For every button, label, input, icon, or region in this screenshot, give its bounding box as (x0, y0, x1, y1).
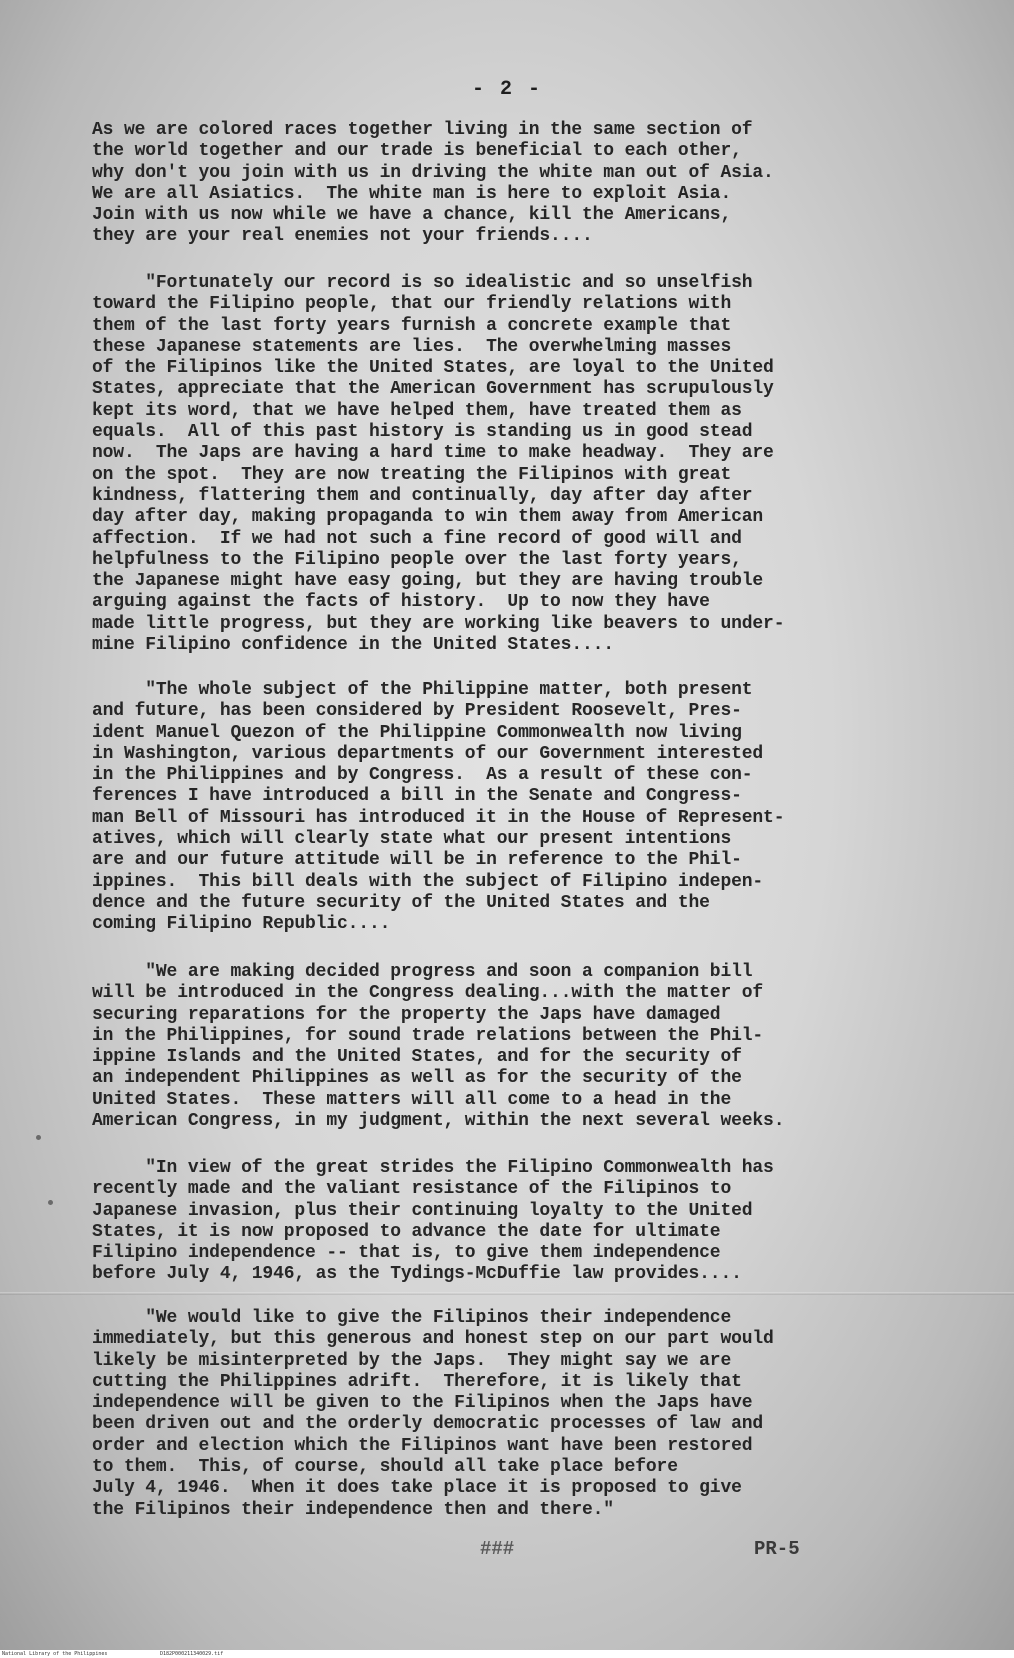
paragraph-3: "The whole subject of the Philippine matter, both present and future, has been considered by President Roosevelt, Pres- ident Manuel Quezon of the Philippine Commonwealth now living in Washington, various departments of our Government interested in the Philippines and by Congress. As a result of these con- ferences I have introduced a bill in the Senate and Congress- man Bell of Missouri has introduced it in the House of Represent- atives, which will clearly state what our present intentions are and our future attitude will be in reference to the Phil- ippines. This bill deals with the subject of Filipino indepen- dence and the future security of the United States and the coming Filipino Republic.... (92, 680, 785, 935)
margin-mark (48, 1200, 53, 1205)
end-mark: ### (480, 1538, 515, 1560)
paragraph-2: "Fortunately our record is so idealistic and so unselfish toward the Filipino people, that our friendly relations with them of the last forty years furnish a concrete example that these Japanese statements are lies. The overwhelming masses of the Filipinos like the United States, are loyal to the United States, appreciate that the American Government has scrupulously kept its word, that we have helped them, have treated them as equals. All of this past history is standing us in good stead now. The Japs are having a hard time to make headway. They are on the spot. They are now treating the Filipinos with great kindness, flattering them and continually, day after day after day after day, making propaganda to win them away from American affection. If we had not such a fine record of good will and helpfulness to the Filipino people over the last forty years, the Japanese might have easy going, but they are having trouble arguing against the facts of history. Up to now they have made little progress, but they are working like beavers to under- mine Filipino confidence in the United States.... (92, 273, 785, 656)
page-number: - 2 - (471, 78, 542, 101)
footer-file-id: D182P000211340029.tif (160, 1651, 224, 1657)
paragraph-6: "We would like to give the Filipinos their independence immediately, but this generous and honest step on our part would likely be misinterpreted by the Japs. They might say we are cutting the Philippines adrift. Therefore, it is likely that independence will be given to the Filipinos when the Japs have been driven out and the orderly democratic processes of law and order and election which the Filipinos want have been restored to them. This, of course, should all take place before July 4, 1946. When it does take place it is proposed to give the Filipinos their independence then and there." (92, 1308, 774, 1520)
margin-mark (36, 1135, 41, 1140)
paragraph-1: As we are colored races together living in the same section of the world together and our trade is beneficial to each other, why don't you join with us in driving the white man out of Asia. We are all Asiatics. The white man is here to exploit Asia. Join with us now while we have a chance, kill the Americans, they are your real enemies not your friends.... (92, 120, 774, 247)
paper-fold-line (0, 1292, 1014, 1295)
scan-footer (0, 1650, 1014, 1658)
paragraph-4: "We are making decided progress and soon a companion bill will be introduced in the Congress dealing...with the matter of securing reparations for the property the Japs have damaged in the Philippines, for sound trade relations between the Phil- ippine Islands and the United States, and for the security of an independent Philippines as well as for the security of the United States. These matters will all come to a head in the American Congress, in my judgment, within the next several weeks. (92, 962, 785, 1132)
footer-institution: National Library of the Philippines (2, 1651, 108, 1657)
document-code: PR-5 (754, 1538, 800, 1560)
paragraph-5: "In view of the great strides the Filipino Commonwealth has recently made and the valiant resistance of the Filipinos to Japanese invasion, plus their continuing loyalty to the United States, it is now proposed to advance the date for ultimate Filipino independence -- that is, to give them independence before July 4, 1946, as the Tydings-McDuffie law provides.... (92, 1158, 774, 1285)
